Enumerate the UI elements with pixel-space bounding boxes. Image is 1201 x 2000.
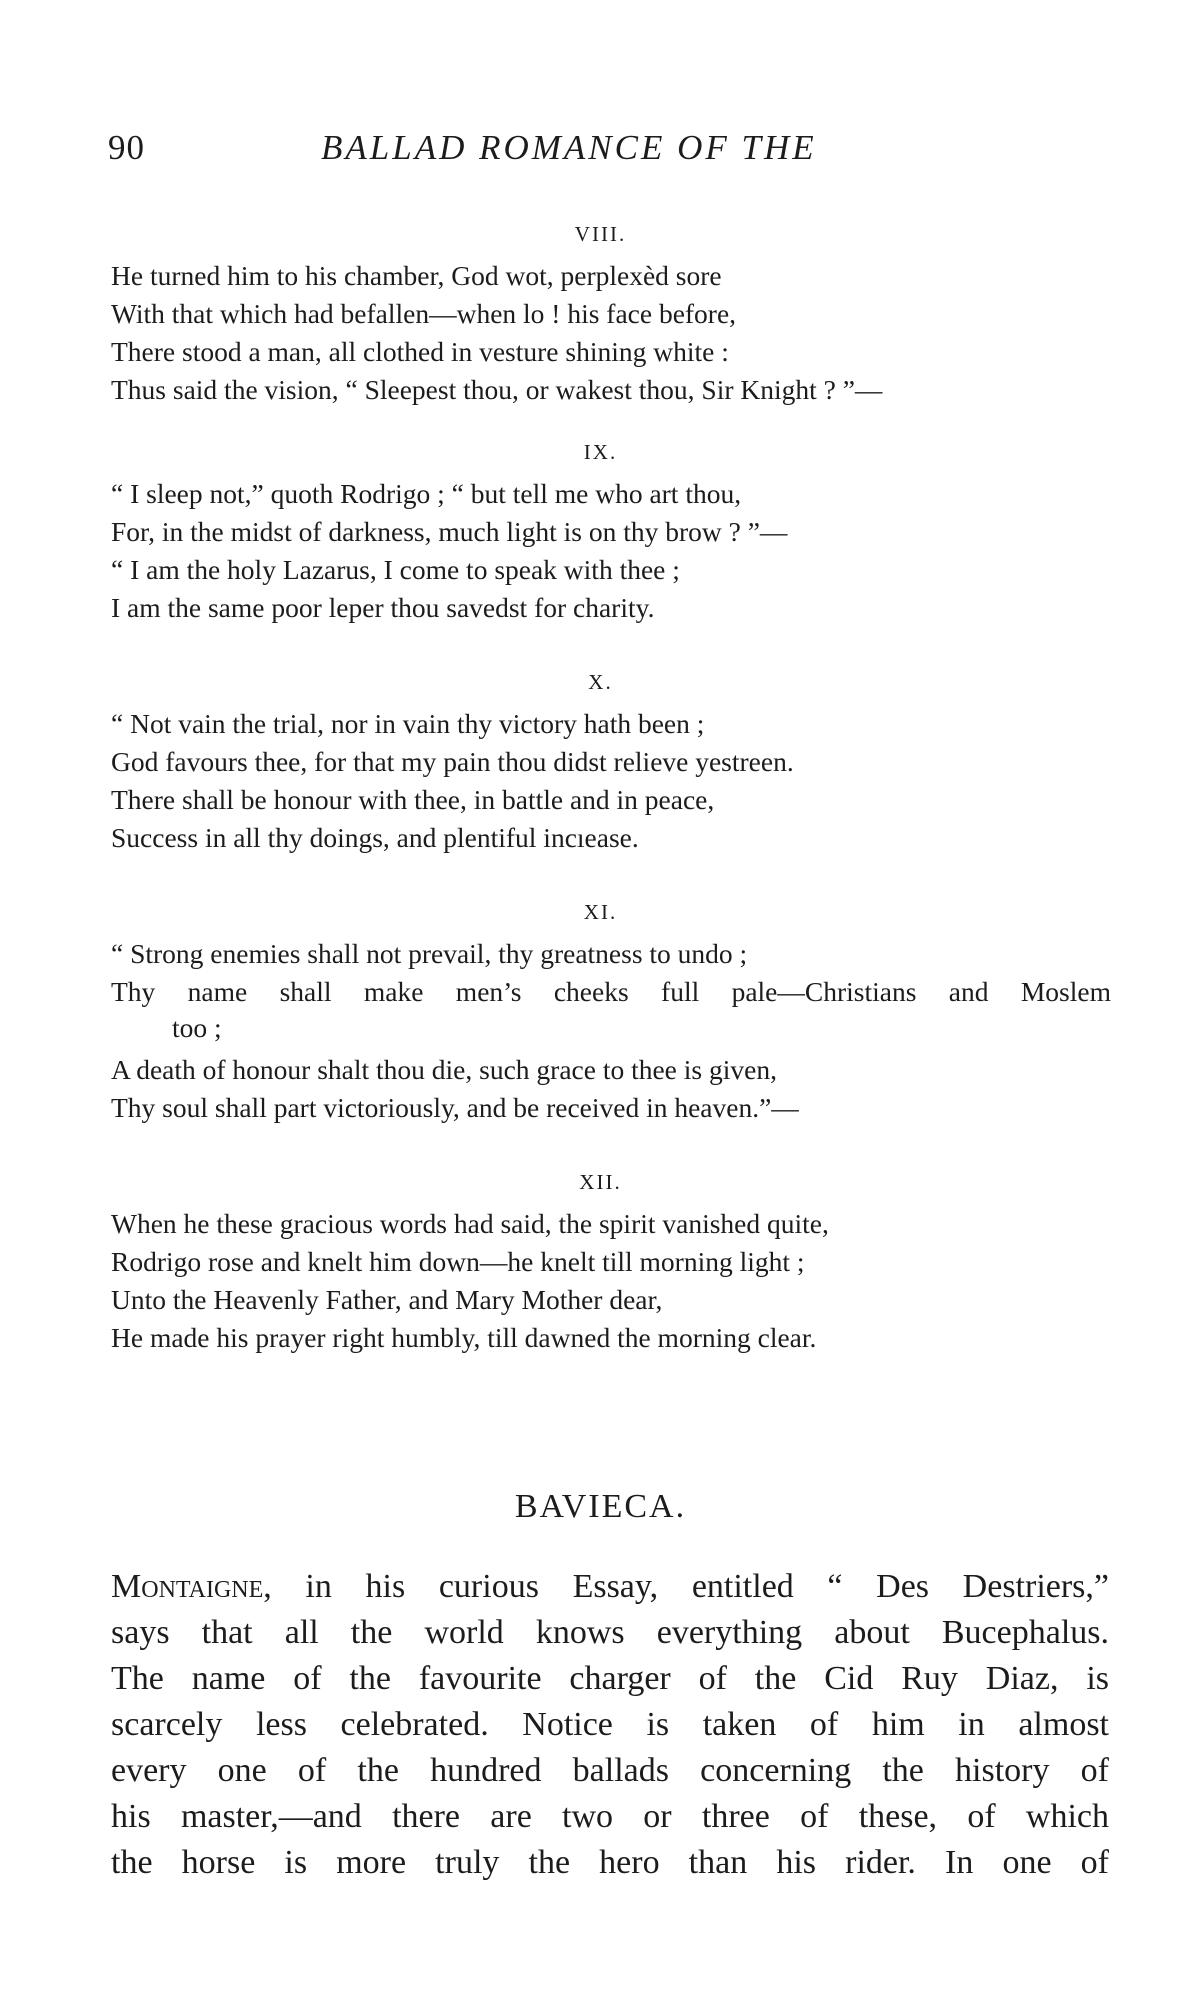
prose-text: in his curious Essay, entitled “ Des Destriers,”: [271, 1568, 1109, 1605]
stanza-line: He made his prayer right humbly, till dawned the morning clear.: [111, 1322, 817, 1353]
running-head: BALLAD ROMANCE OF THE: [321, 128, 817, 167]
stanza-line: There stood a man, all clothed in vesture shining white :: [111, 336, 729, 367]
prose-line: says that all the world knows everything about Bucephalus.: [111, 1614, 1109, 1651]
stanza-line: I am the same poor leper thou savedst for charity.: [111, 592, 655, 623]
stanza-line: Unto the Heavenly Father, and Mary Mother dear,: [111, 1284, 663, 1315]
prose-line: every one of the hundred ballads concerning the history of: [111, 1752, 1109, 1789]
stanza-line: With that which had befallen—when lo ! his face before,: [111, 298, 737, 329]
stanza-line: Success in all thy doings, and plentiful incıease.: [111, 822, 639, 853]
stanza-line: Thus said the vision, “ Sleepest thou, or wakest thou, Sir Knight ? ”—: [111, 374, 883, 405]
stanza-numeral: X.: [588, 670, 613, 694]
stanza-numeral: VIII.: [574, 222, 627, 246]
stanza-line: “ Strong enemies shall not prevail, thy greatness to undo ;: [111, 938, 748, 969]
stanza-line: There shall be honour with thee, in battle and in peace,: [111, 784, 715, 815]
stanza-numeral: IX.: [583, 440, 618, 464]
stanza-line: “ I am the holy Lazarus, I come to speak with thee ;: [111, 554, 680, 585]
page-header: [108, 128, 908, 174]
stanza-line: When he these gracious words had said, the spirit vanished quite,: [111, 1208, 829, 1239]
section-title: BAVIECA.: [514, 1488, 687, 1525]
stanza-line: He turned him to his chamber, God wot, perplexèd sore: [111, 260, 722, 291]
prose-line: [111, 1568, 1109, 1606]
page-number: 90: [108, 128, 145, 167]
prose-line: the horse is more truly the hero than his rider. In one of: [111, 1844, 1109, 1881]
lead-word: Montaigne,: [111, 1568, 272, 1605]
stanza-line: Thy name shall make men’s cheeks full pale—Christians and Moslem: [111, 976, 1111, 1007]
prose-line: The name of the favourite charger of the Cid Ruy Diaz, is: [111, 1660, 1109, 1697]
stanza-line: “ I sleep not,” quoth Rodrigo ; “ but tell me who art thou,: [111, 478, 742, 509]
prose-line: his master,—and there are two or three of these, of which: [111, 1798, 1109, 1835]
stanza-numeral: XII.: [579, 1170, 622, 1194]
stanza-line: “ Not vain the trial, nor in vain thy victory hath been ;: [111, 708, 705, 739]
stanza-line: too ;: [172, 1012, 222, 1043]
stanza-line: God favours thee, for that my pain thou didst relieve yestreen.: [111, 746, 794, 777]
stanza-line: A death of honour shalt thou die, such grace to thee is given,: [111, 1054, 777, 1085]
stanza-numeral: XI.: [583, 900, 618, 924]
prose-line: scarcely less celebrated. Notice is taken of him in almost: [111, 1706, 1109, 1743]
stanza-line: For, in the midst of darkness, much light is on thy brow ? ”—: [111, 516, 788, 547]
stanza-line: Thy soul shall part victoriously, and be received in heaven.”—: [111, 1092, 799, 1123]
stanza-line: Rodrigo rose and knelt him down—he knelt till morning light ;: [111, 1246, 805, 1277]
